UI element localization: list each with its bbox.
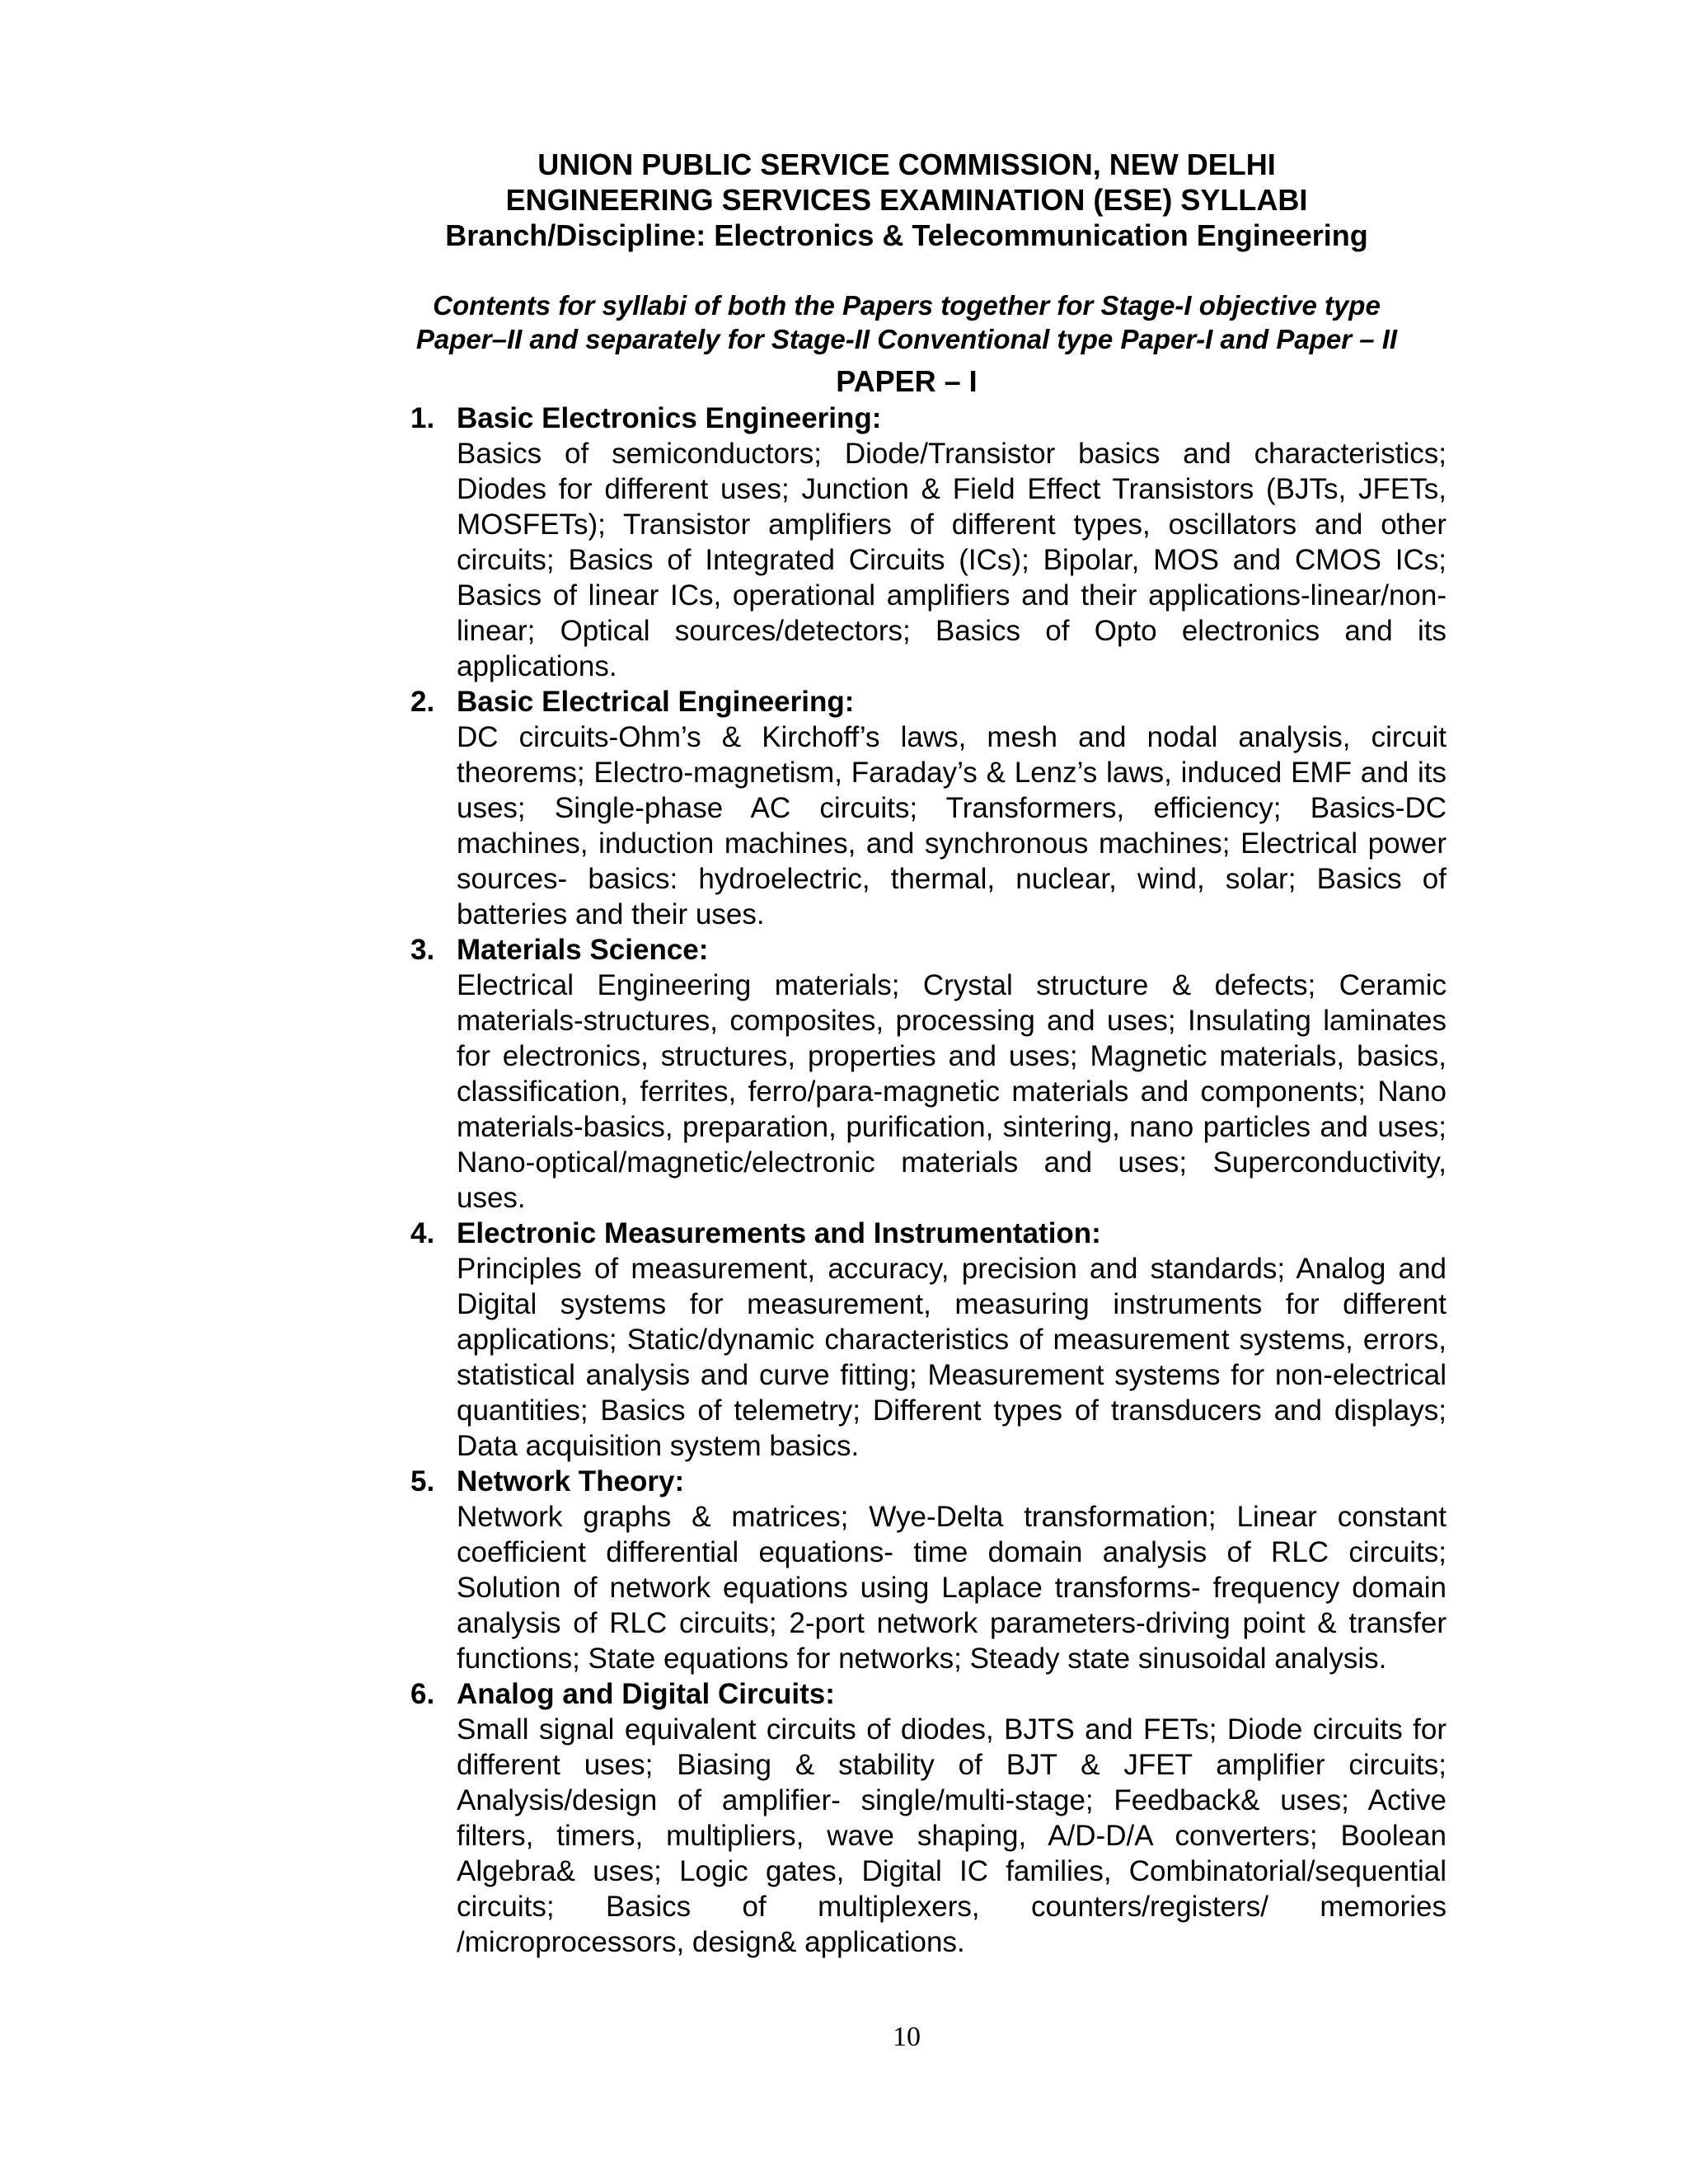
header-commission: UNION PUBLIC SERVICE COMMISSION, NEW DELHI	[537, 148, 1276, 181]
contents-note	[346, 288, 1467, 356]
header-branch: Branch/Discipline: Electronics & Telecommunication Engineering	[445, 218, 1368, 252]
topic-title: Basic Electronics Engineering:	[457, 402, 882, 434]
topic-number: 1.	[410, 402, 435, 434]
topic-title: Network Theory:	[457, 1465, 685, 1497]
topic-list	[404, 401, 1447, 1960]
topic-title: Materials Science:	[457, 934, 709, 966]
topic-description: Basics of semiconductors; Diode/Transistor basics and characteristics; Diodes for different uses; Junction & Field Effect Transistors (BJTs, JFETs, MOSFETs); Transistor amplifiers of different types, oscillators and other circuits; Basics of Integrated Circuits (ICs); Bipolar, MOS and CMOS ICs; Basics of linear ICs, operational amplifiers and their applications-linear/non-linear; Optical sources/detectors; Basics of Opto electronics and its applications.	[457, 438, 1447, 682]
topic-description: Electrical Engineering materials; Crystal structure & defects; Ceramic materials-structures, composites, processing and uses; Insulating laminates for electronics, structures, properties and uses; Magnetic materials, basics, classification, ferrites, ferro/para-magnetic materials and components; Nano materials-basics, preparation, purification, sintering, nano particles and uses; Nano-optical/magnetic/electronic materials and uses; Superconductivity, uses.	[457, 969, 1447, 1214]
document-header	[330, 147, 1484, 253]
topic-title: Analog and Digital Circuits:	[457, 1678, 835, 1710]
page-number: 10	[893, 2022, 921, 2052]
paper-title: PAPER – I	[836, 364, 978, 398]
topic-title: Basic Electrical Engineering:	[457, 686, 855, 718]
header-exam: ENGINEERING SERVICES EXAMINATION (ESE) SYLLABI	[505, 183, 1308, 217]
topic-description: Network graphs & matrices; Wye-Delta transformation; Linear constant coefficient differential equations- time domain analysis of RLC circuits; Solution of network equations using Laplace transforms- frequency domain analysis of RLC circuits; 2-port network parameters-driving point & transfer functions; State equations for networks; Steady state sinusoidal analysis.	[457, 1501, 1447, 1675]
topic-item	[404, 932, 1447, 1216]
topic-number: 5.	[410, 1465, 435, 1497]
topic-number: 3.	[410, 934, 435, 966]
topic-item	[404, 1676, 1447, 1960]
topic-item	[404, 684, 1447, 932]
topic-description: Principles of measurement, accuracy, precision and standards; Analog and Digital systems for measurement, measuring instruments for different applications; Static/dynamic characteristics of measurement systems, errors, statistical analysis and curve fitting; Measurement systems for non-electrical quantities; Basics of telemetry; Different types of transducers and displays; Data acquisition system basics.	[457, 1253, 1447, 1462]
topic-number: 2.	[410, 686, 435, 718]
topic-description: DC circuits-Ohm’s & Kirchoff’s laws, mesh and nodal analysis, circuit theorems; Electro-magnetism, Faraday’s & Lenz’s laws, induced EMF and its uses; Single-phase AC circuits; Transformers, efficiency; Basics-DC machines, induction machines, and synchronous machines; Electrical power sources- basics: hydroelectric, thermal, nuclear, wind, solar; Basics of batteries and their uses.	[457, 721, 1447, 930]
topic-item	[404, 1464, 1447, 1676]
topic-item	[404, 401, 1447, 684]
topic-title: Electronic Measurements and Instrumentation:	[457, 1217, 1101, 1249]
topic-number: 4.	[410, 1217, 435, 1249]
contents-note-line-1: Contents for syllabi of both the Papers together for Stage-I objective type	[433, 290, 1381, 321]
contents-note-line-2: Paper–II and separately for Stage-II Conventional type Paper-I and Paper – II	[415, 324, 1398, 354]
topic-item	[404, 1216, 1447, 1464]
topic-description: Small signal equivalent circuits of diodes, BJTS and FETs; Diode circuits for different uses; Biasing & stability of BJT & JFET amplifier circuits; Analysis/design of amplifier- single/multi-stage; Feedback& uses; Active filters, timers, multipliers, wave shaping, A/D-D/A converters; Boolean Algebra& uses; Logic gates, Digital IC families, Combinatorial/sequential circuits; Basics of multiplexers, counters/registers/ memories /microprocessors, design& applications.	[457, 1713, 1447, 1958]
topic-number: 6.	[410, 1678, 435, 1710]
